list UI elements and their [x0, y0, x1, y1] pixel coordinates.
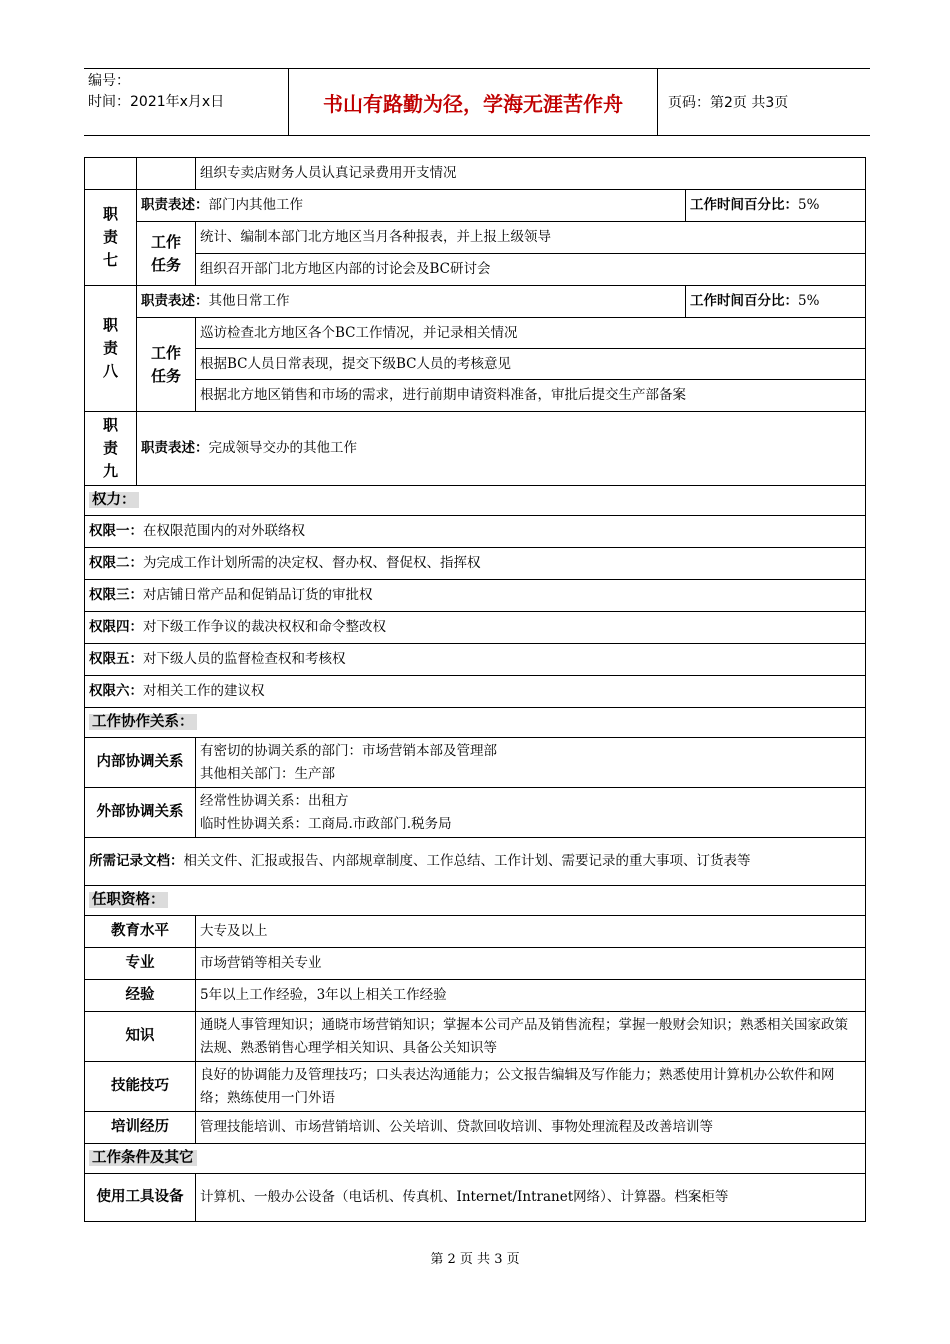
- qualification-value: 通晓人事管理知识；通晓市场营销知识；掌握本公司产品及销售流程；掌握一般财会知识；熟悉相关国家政策法规、熟悉销售心理学相关知识、具备公关知识等: [196, 1012, 866, 1062]
- duty-eight-pct-label: 工作时间百分比：: [690, 293, 798, 309]
- power-item-label: 权限六：: [89, 683, 143, 699]
- required-records: [85, 838, 866, 886]
- duty-seven-pct-value: 5%: [798, 197, 820, 213]
- page-header: [84, 68, 870, 136]
- document-date: 时间：2021年x月x日: [88, 94, 225, 110]
- power-item: [85, 676, 866, 708]
- duty-eight-task-2: 根据BC人员日常表现，提交下级BC人员的考核意见: [196, 349, 866, 380]
- duty-seven-desc-text: 部门内其他工作: [208, 197, 303, 213]
- duty-eight-pct-value: 5%: [798, 293, 820, 309]
- qualification-section-title: [85, 886, 866, 916]
- duty-seven-task-2: 组织召开部门北方地区内部的讨论会及BC研讨会: [196, 254, 866, 286]
- document-number-label: 编号：: [88, 73, 130, 89]
- duty-eight-desc-label: 职责表述：: [141, 293, 209, 309]
- power-title: 权力：: [89, 492, 139, 508]
- internal-coordination-label: 内部协调关系: [85, 738, 196, 788]
- power-item: [85, 612, 866, 644]
- conditions-title: 工作条件及其它: [89, 1150, 197, 1166]
- job-description-table: [84, 157, 866, 1222]
- prev-task-label-cell: [137, 158, 196, 190]
- qualification-title: 任职资格：: [89, 892, 168, 908]
- header-meta: [84, 69, 289, 135]
- duty-eight-desc-text: 其他日常工作: [208, 293, 290, 309]
- external-coordination-line: 临时性协调关系：工商局.市政部门.税务局: [200, 815, 452, 832]
- qualification-value: 管理技能培训、市场营销培训、公关培训、贷款回收培训、事物处理流程及改善培训等: [196, 1112, 866, 1144]
- power-item-label: 权限一：: [89, 523, 143, 539]
- power-section-title: [85, 486, 866, 516]
- external-coordination-line: 经常性协调关系：出租方: [200, 792, 349, 809]
- qualification-label: 经验: [85, 980, 196, 1012]
- duty-seven-description: [137, 190, 686, 222]
- power-item-text: 对店铺日常产品和促销品订货的审批权: [143, 587, 373, 603]
- cooperation-section-title: [85, 708, 866, 738]
- internal-coordination: [196, 738, 866, 788]
- duty-seven-label: 职 责 七: [85, 190, 137, 286]
- tools-label: 使用工具设备: [85, 1174, 196, 1222]
- qualification-label: 教育水平: [85, 916, 196, 948]
- external-coordination-label: 外部协调关系: [85, 788, 196, 838]
- header-motto: 书山有路勤为径，学海无涯苦作舟: [289, 69, 658, 135]
- power-item: [85, 548, 866, 580]
- tools-text: 计算机、一般办公设备（电话机、传真机、Internet/Intranet网络）、计算器。档案柜等: [196, 1174, 866, 1222]
- duty-eight-label: 职 责 八: [85, 286, 137, 412]
- qualification-label: 培训经历: [85, 1112, 196, 1144]
- duty-nine-label: 职 责 九: [85, 412, 137, 486]
- duty-nine-desc-text: 完成领导交办的其他工作: [208, 440, 357, 456]
- power-item-label: 权限五：: [89, 651, 143, 667]
- duty-seven-task-1: 统计、编制本部门北方地区当月各种报表，并上报上级领导: [196, 222, 866, 254]
- power-item-label: 权限三：: [89, 587, 143, 603]
- external-coordination: [196, 788, 866, 838]
- header-page-info: 页码：第2页 共3页: [668, 95, 789, 111]
- duty-eight-task-3: 根据北方地区销售和市场的需求，进行前期申请资料准备，审批后提交生产部备案: [196, 380, 866, 412]
- prev-duty-label-cell: [85, 158, 137, 190]
- duty-seven-pct-label: 工作时间百分比：: [690, 197, 798, 213]
- qualification-value: 良好的协调能力及管理技巧；口头表达沟通能力；公文报告编辑及写作能力；熟悉使用计算机办公软件和网络；熟练使用一门外语: [196, 1062, 866, 1112]
- power-item-text: 为完成工作计划所需的决定权、督办权、督促权、指挥权: [143, 555, 481, 571]
- duty-nine-desc-label: 职责表述：: [141, 440, 209, 456]
- power-item-label: 权限四：: [89, 619, 143, 635]
- qualification-label: 专业: [85, 948, 196, 980]
- power-item-text: 在权限范围内的对外联络权: [143, 523, 305, 539]
- duty-eight-time-pct: [686, 286, 866, 318]
- power-item: [85, 644, 866, 676]
- duty-seven-task-label: 工作 任务: [137, 222, 196, 286]
- cooperation-title: 工作协作关系：: [89, 714, 197, 730]
- qualification-value: 大专及以上: [196, 916, 866, 948]
- qualification-value: 市场营销等相关专业: [196, 948, 866, 980]
- required-records-label: 所需记录文档：: [89, 853, 184, 869]
- prev-duty-task: 组织专卖店财务人员认真记录费用开支情况: [196, 158, 866, 190]
- duty-eight-description: [137, 286, 686, 318]
- qualification-label: 技能技巧: [85, 1062, 196, 1112]
- power-item-text: 对相关工作的建议权: [143, 683, 265, 699]
- duty-nine-description: [137, 412, 866, 486]
- power-item: [85, 580, 866, 612]
- internal-coordination-line: 有密切的协调关系的部门：市场营销本部及管理部: [200, 742, 497, 759]
- duty-eight-task-1: 巡访检查北方地区各个BC工作情况，并记录相关情况: [196, 318, 866, 349]
- internal-coordination-line: 其他相关部门：生产部: [200, 765, 335, 782]
- qualification-value: 5年以上工作经验，3年以上相关工作经验: [196, 980, 866, 1012]
- duty-eight-task-label: 工作 任务: [137, 318, 196, 412]
- conditions-section-title: [85, 1144, 866, 1174]
- duty-seven-desc-label: 职责表述：: [141, 197, 209, 213]
- power-item: [85, 516, 866, 548]
- power-item-text: 对下级人员的监督检查权和考核权: [143, 651, 346, 667]
- power-item-text: 对下级工作争议的裁决权权和命令整改权: [143, 619, 386, 635]
- required-records-text: 相关文件、汇报或报告、内部规章制度、工作总结、工作计划、需要记录的重大事项、订货表等: [183, 853, 751, 869]
- page-footer: 第 2 页 共 3 页: [430, 1252, 520, 1267]
- qualification-label: 知识: [85, 1012, 196, 1062]
- duty-seven-time-pct: [686, 190, 866, 222]
- power-item-label: 权限二：: [89, 555, 143, 571]
